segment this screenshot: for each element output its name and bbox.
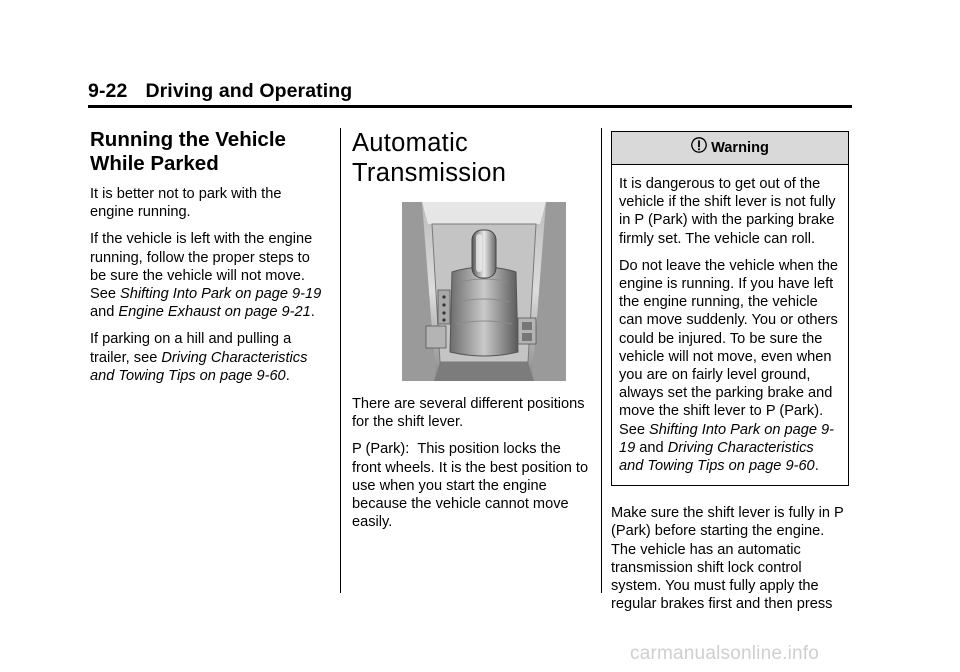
section-title: Driving and Operating (145, 80, 353, 102)
paragraph: Make sure the shift lever is fully in P (Park) before starting the engine. The vehicle has an automatic transmission shift lock control system. You must fully apply the regular brakes first and then press (611, 505, 844, 613)
middle-column (352, 128, 592, 540)
paragraph: It is better not to park with the engine running. (90, 186, 282, 221)
paragraph-text: If the vehicle is left with the engine running, follow the proper steps to be sure the vehicle will not move. See (90, 231, 313, 303)
watermark-text: carmanualsonline.info (630, 643, 820, 664)
warning-box (611, 131, 849, 486)
park-label: P (Park): (352, 441, 410, 458)
right-column (611, 128, 851, 622)
paragraph-text: . (814, 458, 819, 475)
cross-reference-link[interactable]: Engine Exhaust on page 9-21 (118, 304, 311, 321)
warning-paragraph (619, 257, 841, 475)
paragraph-text: Do not leave the vehicle when the engine is running. If you have left the engine running, the vehicle can move suddenly. You or others could be injured. To be sure the vehicle will not move, even when you are on fairly level ground, always set the parking brake and move the shift lever to P (Park). See (619, 257, 839, 438)
paragraph-text: and (639, 439, 664, 456)
paragraph-text: . (310, 304, 315, 321)
paragraph-text: . (285, 367, 290, 384)
warning-icon (691, 137, 707, 158)
paragraph (90, 330, 324, 385)
paragraph (90, 230, 324, 321)
cross-reference-link[interactable]: Shifting Into Park on page 9-19 (120, 286, 322, 303)
paragraph: There are several different positions for the shift lever. (352, 396, 585, 431)
cross-reference-link[interactable]: Driving Characteristics and Towing Tips on page 9-60 (90, 349, 308, 384)
paragraph-text: This position locks the front wheels. It is the best position to use when you start the engine because the vehicle cannot move easily. (352, 441, 589, 531)
shift-lever-console-illustration (402, 202, 566, 381)
paragraph-text: and (90, 304, 115, 321)
cross-reference-link[interactable]: Driving Characteristics and Towing Tips on page 9-60 (619, 439, 815, 475)
left-column (90, 128, 324, 394)
cross-reference-link[interactable]: Shifting Into Park on page 9-19 (619, 421, 835, 456)
warning-body (612, 165, 848, 485)
page-header (88, 80, 352, 103)
section-heading-automatic-transmission: Automatic Transmission (352, 129, 507, 187)
column-divider (340, 128, 341, 593)
page-number: 9-22 (88, 80, 128, 102)
warning-paragraph: It is dangerous to get out of the vehicle if the shift lever is not fully in P (Park) with the parking brake firmly set. The vehicle can roll. (619, 176, 836, 247)
paragraph (352, 440, 592, 531)
warning-title: Warning (711, 139, 769, 156)
section-heading-running-parked: Running the Vehicle While Parked (90, 128, 286, 175)
column-divider (601, 128, 602, 593)
warning-header (612, 132, 848, 165)
header-rule (88, 105, 852, 108)
paragraph-text: If parking on a hill and pulling a trailer, see (90, 331, 292, 366)
shift-lever-figure (402, 202, 566, 381)
